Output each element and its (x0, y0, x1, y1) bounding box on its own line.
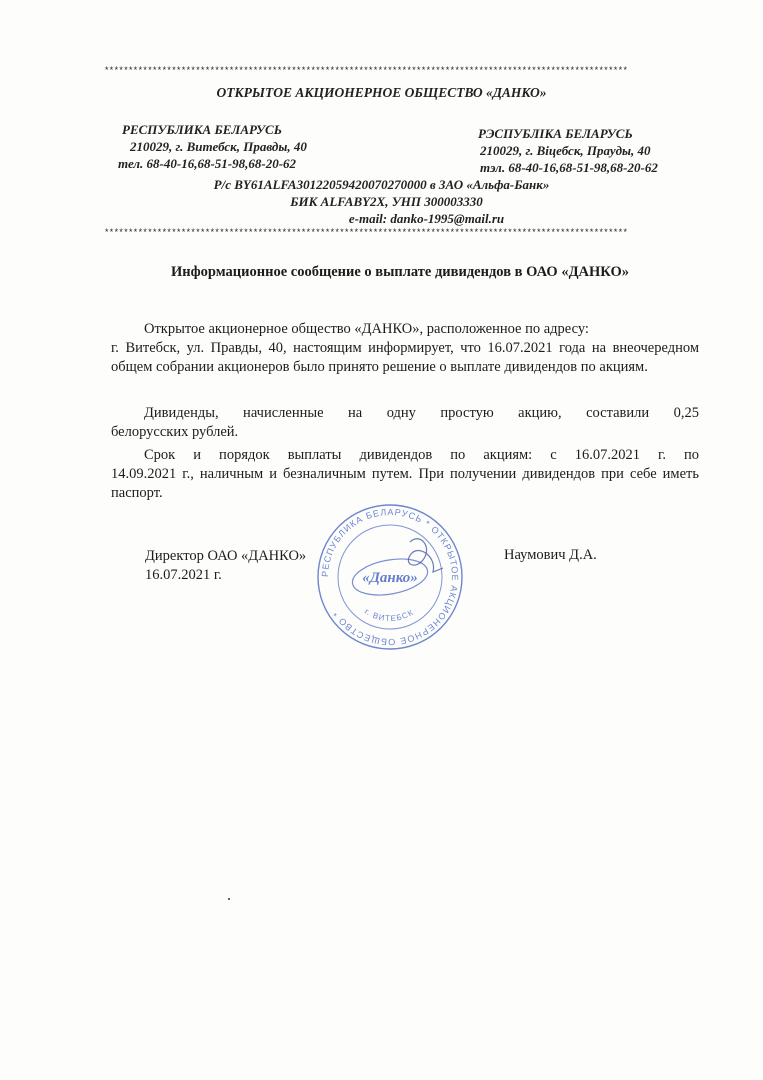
right-country: РЭСПУБЛІКА БЕЛАРУСЬ (478, 126, 633, 141)
stamp-center-text: «Данко» (362, 570, 418, 586)
paragraph-2-rest: белорусских рублей. (111, 424, 239, 440)
signature-left (145, 547, 306, 585)
paragraph-3-first-line: Срок и порядок выплаты дивидендов по акциям: с 16.07.2021 г. по (144, 447, 699, 463)
letterhead-right (478, 125, 658, 176)
director-name: Наумович Д.А. (504, 547, 597, 563)
paragraph-3-rest: 14.09.2021 г., наличным и безналичным путем. При получении дивидендов при себе иметь паспорт. (111, 466, 699, 501)
email: e-mail: danko-1995@mail.ru (348, 211, 505, 226)
company-name: ОТКРЫТОЕ АКЦИОНЕРНОЕ ОБЩЕСТВО «ДАНКО» (216, 85, 547, 100)
stamp-outer-text: РЕСПУБЛИКА БЕЛАРУСЬ * ОТКРЫТОЕ АКЦИОНЕРНОЕ ОБЩЕСТВО * (319, 506, 461, 648)
right-address: 210029, г. Віцебск, Прауды, 40 (480, 143, 651, 158)
scan-speck (228, 898, 230, 900)
paragraph-2 (111, 404, 699, 442)
bank-account: Р/с BY61ALFA30122059420070270000 в ЗАО «Альфа-Банк» (213, 177, 550, 192)
bank-details (0, 176, 763, 227)
letterhead-left (118, 121, 307, 172)
paragraph-1-rest: г. Витебск, ул. Правды, 40, настоящим информирует, что 16.07.2021 года на внеочередном общем собрании акционеров было принято решение о выплате дивидендов по акциям. (111, 340, 699, 375)
document-title: Информационное сообщение о выплате дивидендов в ОАО «ДАНКО» (171, 264, 629, 280)
company-seal-stamp (315, 502, 465, 652)
left-phone: тел. 68-40-16,68-51-98,68-20-62 (118, 156, 297, 171)
paragraph-1 (111, 320, 699, 377)
signature-date: 16.07.2021 г. (145, 567, 222, 583)
paragraph-2-first-line: Дивиденды, начисленные на одну простую акцию, составили 0,25 (144, 405, 699, 421)
paragraph-3 (111, 446, 699, 503)
left-country: РЕСПУБЛИКА БЕЛАРУСЬ (122, 122, 282, 137)
stars-divider-top: ************************************************************************************************************* (104, 66, 628, 76)
stamp-inner-text: г. ВИТЕБСК (363, 606, 416, 624)
director-position: Директор ОАО «ДАНКО» (145, 548, 307, 564)
paragraph-1-first-line: Открытое акционерное общество «ДАНКО», расположенное по адресу: (144, 321, 589, 337)
bik-unp: БИК ALFABY2X, УНП 300003330 (290, 194, 483, 209)
left-address: 210029, г. Витебск, Правды, 40 (130, 139, 307, 154)
stars-divider-bottom: ************************************************************************************************************* (104, 228, 628, 238)
right-phone: тэл. 68-40-16,68-51-98,68-20-62 (480, 160, 658, 175)
svg-text:г. ВИТЕБСК (363, 607, 415, 623)
